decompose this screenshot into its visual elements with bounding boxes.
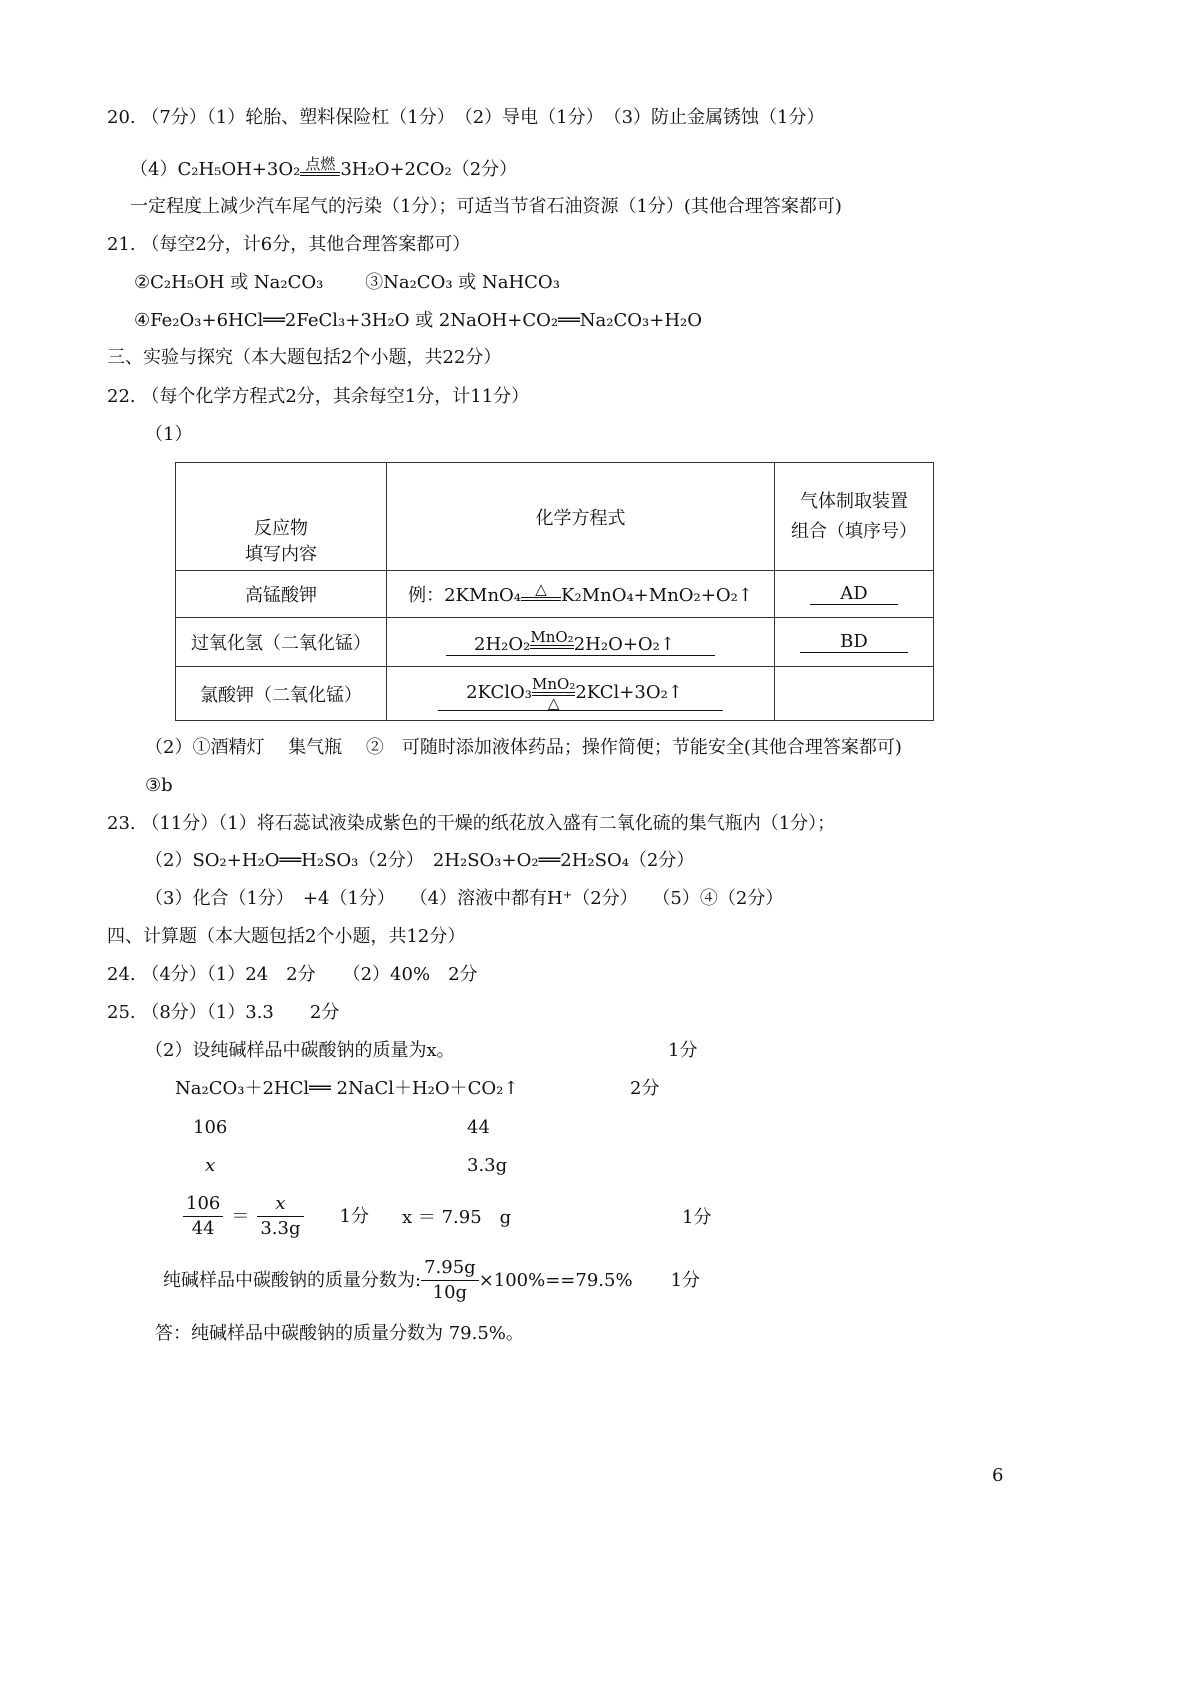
final-answer: 答：纯碱样品中碳酸钠的质量分数为 79.5%。 bbox=[155, 1323, 524, 1344]
eq-condition bbox=[530, 629, 573, 655]
numerator: 106 bbox=[183, 1192, 223, 1217]
condition-label: 点燃 bbox=[305, 155, 336, 173]
q21-line1: 21. （每空2分，计6分，其他合理答案都可） bbox=[107, 234, 471, 255]
header-device-line1: 气体制取装置 bbox=[800, 490, 908, 512]
eq-left: 2H₂O₂ bbox=[474, 633, 531, 655]
denominator: 3.3g bbox=[260, 1218, 301, 1239]
q25-line1: 25. （8分）（1）3.3 2分 bbox=[107, 1002, 340, 1023]
percentage-line bbox=[163, 1256, 700, 1305]
header-reactant bbox=[176, 463, 387, 571]
co2-mass: 3.3g bbox=[467, 1155, 508, 1176]
score-label: 1分 bbox=[682, 1207, 712, 1228]
q25-equation: Na₂CO₃＋2HCl══ 2NaCl＋H₂O＋CO₂↑ bbox=[175, 1078, 519, 1099]
q24-line: 24. （4分）（1）24 2分 （2）40% 2分 bbox=[107, 964, 478, 985]
q22-part3: ③b bbox=[145, 775, 173, 796]
score-label: 2分 bbox=[630, 1078, 660, 1099]
equals-sign: ＝ bbox=[231, 1205, 250, 1227]
numerator: 7.95g bbox=[421, 1256, 479, 1281]
gas-preparation-table bbox=[175, 462, 934, 721]
q21-line3: ④Fe₂O₃+6HCl══2FeCl₃+3H₂O 或 2NaOH+CO₂══Na₂CO₃+H₂O bbox=[134, 310, 703, 331]
section4-heading: 四、计算题（本大题包括2个小题，共12分） bbox=[107, 926, 466, 947]
reactant-cell: 氯酸钾（二氧化锰） bbox=[176, 667, 387, 721]
page-number: 6 bbox=[992, 1465, 1004, 1486]
q23-line1: 23. （11分）（1）将石蕊试液染成紫色的干燥的纸花放入盛有二氧化硫的集气瓶内（1分）； bbox=[107, 813, 836, 834]
table-row bbox=[176, 618, 934, 667]
header-device-line2: 组合（填序号） bbox=[791, 520, 917, 542]
percentage-result: ×100%==79.5% bbox=[478, 1269, 633, 1291]
table-row bbox=[176, 667, 934, 721]
denominator: 44 bbox=[191, 1218, 215, 1239]
fraction-2 bbox=[257, 1192, 303, 1241]
header-reactant-line1: 反应物 bbox=[254, 518, 308, 539]
eq-condition bbox=[521, 581, 561, 607]
condition-label: △ bbox=[535, 580, 547, 598]
q21-line2: ②C₂H₅OH 或 Na₂CO₃ ③Na₂CO₃ 或 NaHCO₃ bbox=[134, 272, 560, 293]
device-cell[interactable] bbox=[775, 571, 934, 618]
eq-right: 2KCl+3O₂↑ bbox=[575, 682, 683, 703]
condition-label: MnO₂ bbox=[532, 675, 576, 693]
fraction-3 bbox=[421, 1256, 479, 1305]
equation-cell[interactable] bbox=[387, 667, 775, 721]
score-label: 1分 bbox=[668, 1040, 698, 1061]
device-cell[interactable] bbox=[775, 667, 934, 721]
header-reactant-line2: 填写内容 bbox=[245, 544, 317, 565]
q25-line2: （2）设纯碱样品中碳酸钠的质量为x。 bbox=[145, 1040, 455, 1061]
equation-cell bbox=[387, 571, 775, 618]
eq-right: 2H₂O+O₂↑ bbox=[573, 633, 675, 655]
eq-left: 例：2KMnO₄ bbox=[408, 585, 522, 606]
eq-condition bbox=[532, 676, 575, 710]
q20-equation bbox=[130, 146, 517, 182]
q22-part2: （2）①酒精灯 集气瓶 ② 可随时添加液体药品；操作简便；节能安全(其他合理答案都可) bbox=[145, 737, 902, 758]
eq-condition bbox=[300, 156, 340, 182]
unknown-x: x bbox=[205, 1155, 216, 1176]
numerator: x bbox=[257, 1192, 303, 1217]
device-answer: BD bbox=[800, 631, 908, 653]
q22-line1: 22. （每个化学方程式2分，其余每空1分，计11分） bbox=[107, 386, 530, 407]
header-equation: 化学方程式 bbox=[387, 463, 775, 571]
q23-line2: （2）SO₂+H₂O══H₂SO₃（2分） 2H₂SO₃+O₂══2H₂SO₄（2分） bbox=[145, 850, 695, 871]
reactant-cell: 过氧化氢（二氧化锰） bbox=[176, 618, 387, 667]
device-answer: AD bbox=[810, 583, 897, 605]
fraction-1 bbox=[183, 1192, 223, 1241]
proportion-line bbox=[183, 1192, 369, 1241]
molar-mass-2: 44 bbox=[467, 1117, 490, 1138]
result-x: x ＝ 7.95 g bbox=[402, 1207, 512, 1228]
percentage-label: 纯碱样品中碳酸钠的质量分数为: bbox=[163, 1269, 422, 1291]
eq-left: 2KClO₃ bbox=[466, 682, 533, 703]
eq-left: （4）C₂H₅OH+3O₂ bbox=[130, 159, 301, 180]
denominator: 10g bbox=[432, 1282, 468, 1303]
q23-line3: （3）化合（1分） +4（1分） （4）溶液中都有H⁺（2分） （5）④（2分） bbox=[145, 888, 784, 909]
eq-right: 3H₂O+2CO₂（2分） bbox=[340, 159, 518, 180]
q20-line1: 20. （7分）（1）轮胎、塑料保险杠（1分） （2）导电（1分） （3）防止金属锈蚀（1分） bbox=[107, 107, 825, 128]
q22-part1: （1） bbox=[145, 424, 193, 445]
score-label: 1分 bbox=[339, 1205, 369, 1227]
condition-under-label: △ bbox=[547, 694, 560, 712]
score-label: 1分 bbox=[670, 1269, 701, 1291]
q20-line3: 一定程度上减少汽车尾气的污染（1分）；可适当节省石油资源（1分）(其他合理答案都可) bbox=[130, 196, 842, 217]
device-cell[interactable] bbox=[775, 618, 934, 667]
condition-label: MnO₂ bbox=[530, 627, 574, 646]
molar-mass-1: 106 bbox=[193, 1117, 228, 1138]
section3-heading: 三、实验与探究（本大题包括2个小题，共22分） bbox=[107, 347, 502, 368]
reactant-cell: 高锰酸钾 bbox=[176, 571, 387, 618]
table-row bbox=[176, 571, 934, 618]
eq-right: K₂MnO₄+MnO₂+O₂↑ bbox=[561, 585, 753, 606]
header-device bbox=[775, 463, 934, 571]
equation-cell[interactable] bbox=[387, 618, 775, 667]
